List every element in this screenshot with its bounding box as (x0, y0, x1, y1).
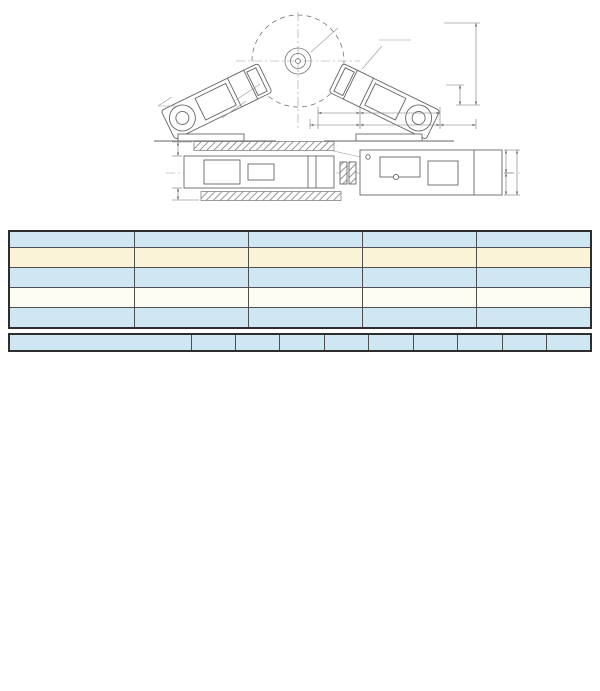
tech-value-cell (134, 268, 248, 288)
tech-value-cell (363, 308, 477, 329)
tech-value-cell (477, 248, 591, 268)
tech-row-label (9, 248, 134, 268)
tech-value-cell (248, 268, 362, 288)
disk-diameter-value (458, 334, 502, 351)
disk-diameter-value (324, 334, 368, 351)
tech-model-header (134, 231, 248, 248)
caliper-right-front (329, 63, 440, 139)
disk-diameter-value (280, 334, 324, 351)
tech-data-row (9, 268, 591, 288)
tech-row-label (9, 288, 134, 308)
tech-value-cell (477, 268, 591, 288)
dimension-section-header (10, 357, 592, 375)
tech-corner-cell (9, 231, 134, 248)
tech-value-cell (477, 288, 591, 308)
tech-data-row (9, 248, 591, 268)
tech-value-cell (134, 248, 248, 268)
tech-row-label (9, 308, 134, 329)
tech-data-row (9, 288, 591, 308)
disk-diameter-value (502, 334, 546, 351)
tech-value-cell (248, 248, 362, 268)
tech-value-cell (134, 288, 248, 308)
tech-model-header (477, 231, 591, 248)
disk-diameter-value (369, 334, 413, 351)
technical-drawing (8, 9, 592, 207)
tech-value-cell (248, 308, 362, 329)
disk-diameter-value (191, 334, 235, 351)
caliper-left-top (184, 156, 334, 188)
tech-value-cell (363, 248, 477, 268)
technical-data-table (8, 230, 592, 329)
torque-dimension-body (9, 334, 591, 351)
disk-diameter-value (547, 334, 592, 351)
tech-model-header (363, 231, 477, 248)
disk-diameter-value (235, 334, 279, 351)
tech-model-header (248, 231, 362, 248)
tech-value-cell (134, 308, 248, 329)
tech-data-row (9, 308, 591, 329)
front-dim-lines (310, 23, 480, 129)
tech-row-label (9, 268, 134, 288)
disk-diameter-header-cell (9, 334, 191, 351)
mounting-base (154, 134, 454, 141)
disk-diameter-header-row (9, 334, 591, 351)
torque-dimension-table (8, 333, 592, 352)
footer-note (10, 381, 592, 393)
tech-header-row (9, 231, 591, 248)
tech-value-cell (248, 288, 362, 308)
technical-data-body (9, 231, 591, 328)
tech-data-section-header (10, 210, 592, 228)
disk-diameter-value (413, 334, 457, 351)
tech-value-cell (477, 308, 591, 329)
tech-value-cell (363, 288, 477, 308)
caliper-right-top (360, 150, 502, 195)
caliper-left-front (161, 63, 272, 139)
tech-value-cell (363, 268, 477, 288)
